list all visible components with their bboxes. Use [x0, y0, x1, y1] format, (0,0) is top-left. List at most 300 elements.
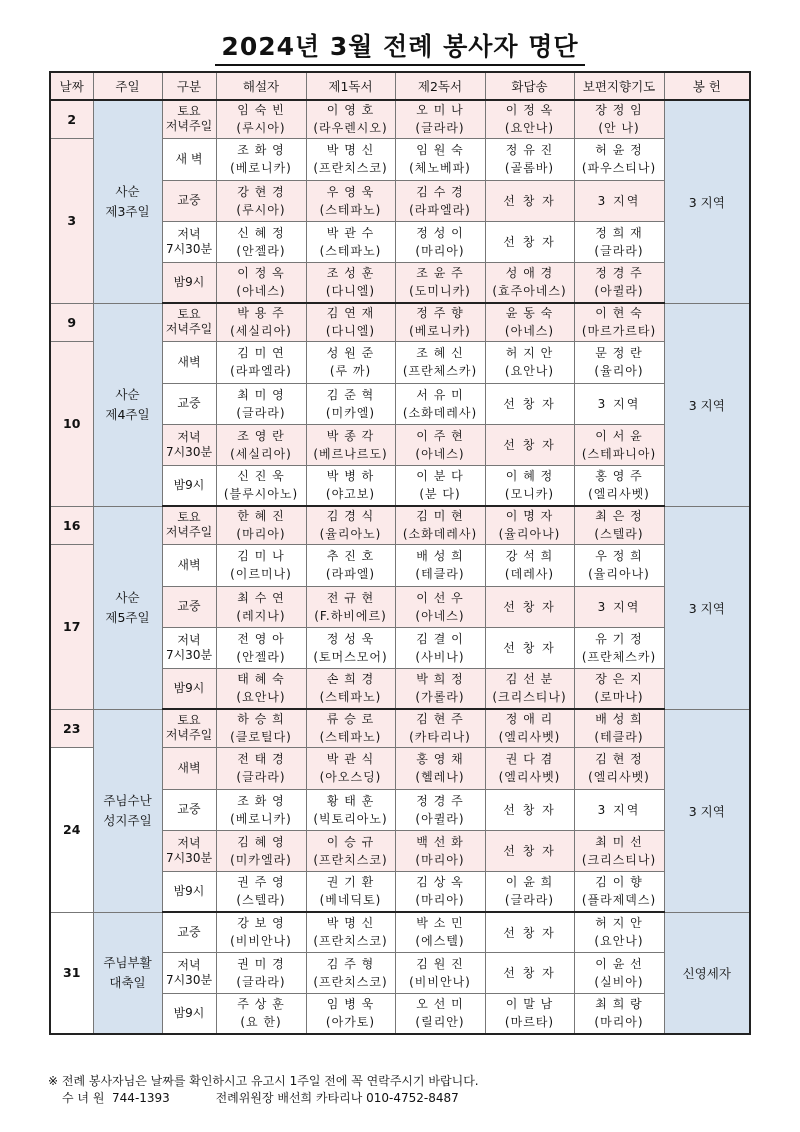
- volunteer-name: 전 영 아: [237, 631, 285, 646]
- volunteer-cell: [485, 262, 574, 303]
- baptismal-name: (플라제덱스): [581, 893, 657, 908]
- volunteer-cell: [216, 180, 306, 221]
- baptismal-name: (글라라): [236, 405, 286, 420]
- volunteer-cell: [395, 830, 485, 871]
- volunteer-cell: [574, 465, 664, 506]
- volunteer-name: 박 관 수: [326, 225, 375, 240]
- volunteer-cell: [485, 747, 574, 789]
- volunteer-name: 주 상 훈: [237, 997, 285, 1012]
- sunday-cell: [93, 506, 162, 709]
- category-label: 새벽: [177, 760, 201, 775]
- category-label: 저녁주일: [165, 322, 213, 337]
- baptismal-name: (빅토리아노): [313, 811, 388, 826]
- baptismal-name: (프란치스코): [313, 852, 388, 867]
- volunteer-name: 조 화 영: [237, 793, 285, 808]
- category-label: 토요: [177, 510, 201, 525]
- baptismal-name: (요 한): [240, 1015, 282, 1030]
- baptismal-name: (크리스티나): [581, 852, 657, 867]
- volunteer-name: 장 정 임: [595, 103, 643, 118]
- volunteer-name: 조 윤 주: [416, 266, 464, 281]
- volunteer-cell: [395, 424, 485, 465]
- baptismal-name: (글라라): [594, 243, 644, 258]
- volunteer-cell: [395, 262, 485, 303]
- baptismal-name: (가롤라): [415, 690, 465, 705]
- volunteer-name: 이 윤 선: [595, 956, 643, 971]
- role-cell: [574, 383, 664, 424]
- volunteer-name: 오 미 나: [416, 103, 464, 118]
- volunteer-name: 이 주 현: [416, 428, 464, 443]
- volunteer-name: 김 미 연: [237, 346, 285, 360]
- volunteer-name: 박 병 하: [326, 469, 375, 484]
- category-label: 토요: [177, 713, 201, 728]
- volunteer-cell: [216, 383, 306, 424]
- offering-cell: 3 지역: [664, 303, 750, 506]
- title-wrap: [0, 32, 800, 66]
- volunteer-cell: [485, 341, 574, 383]
- category-label: 밤9시: [173, 274, 205, 289]
- category-cell: [162, 221, 216, 262]
- volunteer-name: 서 유 미: [416, 387, 464, 402]
- volunteer-cell: [395, 789, 485, 830]
- volunteer-cell: [574, 262, 664, 303]
- category-cell: [162, 383, 216, 424]
- column-header: 날짜: [50, 72, 93, 100]
- category-label: 저녁: [177, 429, 201, 444]
- date-cell: 16: [50, 506, 93, 544]
- baptismal-name: (헬레나): [415, 770, 465, 784]
- volunteer-name: 류 승 로: [326, 712, 375, 727]
- category-cell: [162, 138, 216, 180]
- baptismal-name: (파우스티나): [581, 161, 657, 175]
- baptismal-name: (엘리사벳): [498, 770, 561, 784]
- volunteer-cell: [216, 544, 306, 586]
- volunteer-name: 신 혜 정: [237, 225, 285, 240]
- table-row: [50, 100, 750, 138]
- baptismal-name: (글라라): [415, 121, 465, 136]
- volunteer-cell: [395, 912, 485, 952]
- volunteer-cell: [395, 100, 485, 138]
- baptismal-name: (요안나): [594, 934, 644, 949]
- volunteer-name: 권 주 영: [237, 875, 285, 890]
- volunteer-cell: [306, 709, 395, 747]
- volunteer-name: 배 성 희: [416, 549, 464, 563]
- volunteer-name: 홍 영 채: [416, 752, 464, 766]
- sunday-label: 주님부활: [103, 954, 152, 970]
- volunteer-name: 전 태 경: [237, 752, 285, 766]
- date-cell: 10: [50, 341, 93, 506]
- baptismal-name: (F.하비에르): [314, 608, 387, 623]
- baptismal-name: (엘리사벳): [498, 730, 561, 745]
- volunteer-cell: [306, 952, 395, 993]
- category-cell: [162, 709, 216, 747]
- volunteer-cell: [395, 747, 485, 789]
- volunteer-cell: [395, 138, 485, 180]
- volunteer-cell: [306, 544, 395, 586]
- volunteer-cell: [574, 221, 664, 262]
- baptismal-name: (미카엘라): [230, 852, 292, 867]
- volunteer-name: 조 성 훈: [326, 266, 375, 281]
- volunteer-cell: [574, 506, 664, 544]
- baptismal-name: (이르미나): [230, 567, 292, 581]
- baptismal-name: (엘리사벳): [588, 487, 650, 502]
- volunteer-name: 유 기 정: [595, 631, 643, 646]
- volunteer-cell: [485, 506, 574, 544]
- role-text: 선 창 자: [503, 844, 556, 858]
- volunteer-cell: [306, 465, 395, 506]
- volunteer-name: 성 원 준: [326, 346, 375, 360]
- volunteer-cell: [395, 303, 485, 341]
- volunteer-cell: [306, 138, 395, 180]
- category-cell: [162, 952, 216, 993]
- baptismal-name: (미카엘): [325, 405, 376, 420]
- baptismal-name: (베로니카): [409, 324, 471, 339]
- volunteer-cell: [216, 789, 306, 830]
- volunteer-cell: [395, 544, 485, 586]
- baptismal-name: (글라라): [236, 770, 286, 784]
- volunteer-cell: [306, 627, 395, 668]
- volunteer-cell: [306, 100, 395, 138]
- baptismal-name: (라파엘라): [409, 202, 471, 217]
- role-text: 선 창 자: [503, 925, 556, 940]
- baptismal-name: (스테파노): [319, 690, 382, 705]
- volunteer-cell: [216, 586, 306, 627]
- volunteer-name: 강 현 경: [237, 184, 285, 199]
- baptismal-name: (토머스모어): [313, 649, 388, 664]
- volunteer-name: 신 진 욱: [237, 469, 285, 484]
- volunteer-cell: [574, 830, 664, 871]
- volunteer-cell: [216, 303, 306, 341]
- sunday-label: 제3주일: [105, 203, 150, 219]
- sunday-label: 사순: [115, 386, 140, 402]
- baptismal-name: (안 나): [598, 121, 640, 136]
- date-cell: 24: [50, 747, 93, 912]
- category-label: 교중: [177, 802, 201, 816]
- baptismal-name: (스테파노): [319, 202, 382, 217]
- category-cell: [162, 993, 216, 1034]
- volunteer-name: 김 경 식: [326, 509, 375, 524]
- volunteer-name: 임 원 숙: [416, 143, 464, 157]
- baptismal-name: (아네스): [415, 446, 465, 461]
- volunteer-name: 장 은 지: [595, 672, 643, 687]
- role-cell: [485, 383, 574, 424]
- volunteer-name: 최 수 연: [237, 590, 285, 605]
- baptismal-name: (마리아): [415, 852, 465, 867]
- category-label: 7시30분: [165, 444, 213, 459]
- volunteer-name: 이 말 남: [505, 997, 554, 1012]
- baptismal-name: (아네스): [236, 284, 286, 299]
- baptismal-name: (릴리안): [415, 1015, 465, 1030]
- volunteer-cell: [216, 668, 306, 709]
- volunteer-cell: [216, 262, 306, 303]
- baptismal-name: (베로니카): [230, 811, 292, 826]
- sunday-cell: [93, 100, 162, 303]
- category-label: 토요: [177, 307, 201, 322]
- baptismal-name: (프란체스카): [581, 649, 657, 664]
- volunteer-name: 이 명 자: [505, 509, 554, 524]
- volunteer-cell: [485, 465, 574, 506]
- volunteer-cell: [216, 424, 306, 465]
- volunteer-name: 김 결 이: [416, 631, 464, 646]
- volunteer-cell: [574, 424, 664, 465]
- category-label: 토요: [177, 104, 201, 119]
- baptismal-name: (스테파니아): [581, 446, 657, 461]
- baptismal-name: (글라라): [504, 893, 555, 908]
- volunteer-cell: [216, 341, 306, 383]
- sunday-label: 주님수난: [103, 792, 152, 808]
- volunteer-cell: [306, 180, 395, 221]
- volunteer-cell: [574, 341, 664, 383]
- category-cell: [162, 912, 216, 952]
- baptismal-name: (요안나): [236, 690, 286, 705]
- volunteer-name: 이 혜 정: [505, 469, 554, 484]
- baptismal-name: (마리아): [415, 243, 465, 258]
- volunteer-cell: [306, 506, 395, 544]
- volunteer-name: 추 진 호: [326, 549, 375, 563]
- baptismal-name: (마르가르타): [581, 324, 657, 339]
- sunday-label: 사순: [115, 183, 140, 199]
- category-label: 밤9시: [173, 883, 205, 898]
- volunteer-cell: [306, 789, 395, 830]
- baptismal-name: (테클라): [594, 730, 644, 745]
- volunteer-cell: [306, 668, 395, 709]
- volunteer-name: 허 윤 정: [595, 143, 643, 157]
- volunteer-name: 정 희 재: [595, 225, 643, 240]
- column-header: 해설자: [216, 72, 306, 100]
- volunteer-name: 김 혜 영: [237, 834, 285, 849]
- volunteer-cell: [485, 100, 574, 138]
- baptismal-name: (프란치스코): [313, 161, 388, 175]
- category-cell: [162, 341, 216, 383]
- baptismal-name: (소화데레사): [402, 405, 478, 420]
- header-row: [50, 72, 750, 100]
- offering-cell: 3 지역: [664, 506, 750, 709]
- baptismal-name: (베네딕토): [319, 893, 382, 908]
- volunteer-name: 이 서 윤: [595, 428, 643, 443]
- volunteer-name: 우 정 희: [595, 549, 643, 563]
- volunteer-name: 김 이 향: [595, 875, 643, 890]
- baptismal-name: (스테파노): [319, 243, 382, 258]
- volunteer-name: 이 현 숙: [595, 306, 643, 321]
- volunteer-name: 전 규 현: [326, 590, 375, 605]
- baptismal-name: (실비아): [594, 974, 644, 989]
- category-cell: [162, 465, 216, 506]
- table-row: [50, 303, 750, 341]
- baptismal-name: (글라라): [236, 974, 286, 989]
- volunteer-cell: [216, 100, 306, 138]
- volunteer-cell: [485, 871, 574, 912]
- volunteer-name: 이 영 호: [326, 103, 375, 118]
- column-header: 보편지향기도: [574, 72, 664, 100]
- category-cell: [162, 871, 216, 912]
- volunteer-cell: [485, 668, 574, 709]
- volunteer-name: 조 혜 신: [416, 346, 464, 360]
- role-text: 선 창 자: [503, 235, 556, 249]
- volunteer-name: 박 희 정: [416, 672, 464, 687]
- category-cell: [162, 627, 216, 668]
- volunteer-cell: [306, 383, 395, 424]
- baptismal-name: (아가토): [325, 1015, 376, 1030]
- volunteer-name: 박 명 신: [326, 143, 375, 157]
- role-text: 선 창 자: [503, 803, 556, 817]
- volunteer-cell: [395, 586, 485, 627]
- volunteer-name: 이 윤 희: [505, 875, 554, 890]
- category-cell: [162, 830, 216, 871]
- sunday-label: 제5주일: [105, 609, 150, 625]
- date-cell: 23: [50, 709, 93, 747]
- volunteer-name: 정 성 이: [416, 225, 464, 240]
- baptismal-name: (율리아노): [319, 527, 382, 542]
- category-label: 밤9시: [173, 477, 205, 492]
- volunteer-name: 정 주 향: [416, 306, 464, 321]
- volunteer-name: 이 승 규: [326, 834, 375, 849]
- table-row: [50, 506, 750, 544]
- category-cell: [162, 586, 216, 627]
- volunteer-cell: [574, 747, 664, 789]
- volunteer-name: 최 미 영: [237, 387, 285, 402]
- baptismal-name: (마리아): [236, 527, 286, 542]
- baptismal-name: (세실리아): [230, 324, 292, 339]
- baptismal-name: (소화데레사): [402, 527, 478, 542]
- category-label: 새벽: [177, 557, 201, 572]
- volunteer-name: 김 미 나: [237, 549, 285, 563]
- volunteer-cell: [485, 993, 574, 1034]
- baptismal-name: (야고보): [325, 487, 376, 502]
- volunteer-name: 이 분 다: [416, 469, 464, 484]
- volunteer-name: 김 선 분: [505, 672, 554, 687]
- baptismal-name: (프란체스카): [402, 364, 478, 378]
- volunteer-cell: [395, 952, 485, 993]
- category-label: 저녁: [177, 632, 201, 647]
- baptismal-name: (크리스티나): [492, 690, 567, 705]
- category-cell: [162, 789, 216, 830]
- volunteer-cell: [574, 138, 664, 180]
- volunteer-cell: [574, 993, 664, 1034]
- baptismal-name: (요안나): [504, 364, 555, 378]
- category-label: 교중: [177, 396, 201, 410]
- volunteer-name: 조 영 란: [237, 428, 285, 443]
- baptismal-name: (라파엘라): [230, 364, 292, 378]
- table-row: [50, 912, 750, 952]
- volunteer-cell: [574, 709, 664, 747]
- volunteer-cell: [216, 221, 306, 262]
- volunteer-name: 이 선 우: [416, 590, 464, 605]
- category-label: 저녁: [177, 226, 201, 241]
- role-cell: [485, 952, 574, 993]
- baptismal-name: (루시아): [236, 121, 286, 136]
- volunteer-name: 조 화 영: [237, 143, 285, 157]
- volunteer-name: 김 수 경: [416, 184, 464, 199]
- volunteer-name: 하 승 희: [237, 712, 285, 727]
- volunteer-cell: [395, 465, 485, 506]
- baptismal-name: (마르타): [504, 1015, 555, 1030]
- volunteer-cell: [216, 709, 306, 747]
- volunteer-name: 정 애 리: [505, 712, 554, 727]
- volunteer-cell: [574, 303, 664, 341]
- role-text: 선 창 자: [503, 966, 556, 980]
- volunteer-cell: [306, 993, 395, 1034]
- volunteer-name: 김 상 옥: [416, 875, 464, 890]
- baptismal-name: (로마나): [594, 690, 644, 705]
- volunteer-cell: [395, 709, 485, 747]
- volunteer-name: 허 지 안: [505, 346, 554, 360]
- baptismal-name: (클로틸다): [230, 730, 292, 745]
- volunteer-name: 한 혜 진: [237, 509, 285, 524]
- category-label: 저녁주일: [165, 525, 213, 540]
- role-cell: [485, 180, 574, 221]
- baptismal-name: (사비나): [415, 649, 465, 664]
- volunteer-cell: [306, 221, 395, 262]
- volunteer-name: 임 숙 빈: [237, 103, 285, 118]
- volunteer-name: 박 관 식: [326, 752, 375, 766]
- category-cell: [162, 506, 216, 544]
- volunteer-cell: [306, 341, 395, 383]
- volunteer-name: 임 병 욱: [326, 997, 375, 1012]
- category-label: 밤9시: [173, 1005, 205, 1020]
- sunday-label: 대축일: [109, 974, 146, 990]
- volunteer-cell: [306, 262, 395, 303]
- volunteer-name: 황 태 훈: [326, 793, 375, 808]
- baptismal-name: (율리아나): [498, 527, 561, 542]
- baptismal-name: (분 다): [419, 487, 461, 502]
- volunteer-cell: [574, 100, 664, 138]
- volunteer-name: 허 지 안: [595, 916, 643, 931]
- volunteer-cell: [485, 303, 574, 341]
- volunteer-cell: [395, 668, 485, 709]
- role-text: 선 창 자: [503, 600, 556, 614]
- volunteer-cell: [306, 912, 395, 952]
- category-label: 저녁주일: [165, 119, 213, 134]
- volunteer-name: 박 종 각: [326, 428, 375, 443]
- baptismal-name: (율리아): [594, 364, 644, 378]
- volunteer-name: 이 정 옥: [505, 103, 554, 118]
- volunteer-cell: [216, 871, 306, 912]
- category-label: 저녁주일: [165, 728, 213, 743]
- volunteer-cell: [574, 912, 664, 952]
- category-cell: [162, 100, 216, 138]
- role-text: 3 지역: [597, 803, 641, 817]
- role-text: 3 지역: [597, 194, 641, 208]
- volunteer-name: 윤 동 숙: [505, 306, 554, 321]
- volunteer-name: 손 희 경: [326, 672, 375, 687]
- role-cell: [485, 789, 574, 830]
- volunteer-cell: [216, 506, 306, 544]
- role-text: 3 지역: [597, 397, 641, 411]
- baptismal-name: (요안나): [504, 121, 555, 136]
- baptismal-name: (다니엘): [325, 284, 376, 299]
- baptismal-name: (아오스딩): [319, 770, 382, 784]
- baptismal-name: (베르나르도): [313, 446, 388, 461]
- sunday-label: 사순: [115, 589, 140, 605]
- volunteer-name: 우 영 욱: [326, 184, 375, 199]
- date-cell: 3: [50, 138, 93, 303]
- volunteer-cell: [574, 952, 664, 993]
- baptismal-name: (루 까): [329, 364, 372, 378]
- baptismal-name: (효주아네스): [492, 284, 567, 299]
- baptismal-name: (세실리아): [230, 446, 292, 461]
- role-cell: [485, 424, 574, 465]
- volunteer-name: 홍 영 주: [595, 469, 643, 484]
- volunteer-cell: [395, 506, 485, 544]
- volunteer-cell: [485, 138, 574, 180]
- offering-cell: 3 지역: [664, 100, 750, 303]
- role-cell: [485, 912, 574, 952]
- role-cell: [574, 789, 664, 830]
- volunteer-name: 김 주 형: [326, 956, 375, 971]
- baptismal-name: (아네스): [504, 324, 555, 339]
- baptismal-name: (스텔라): [594, 527, 644, 542]
- volunteer-name: 최 은 정: [595, 509, 643, 524]
- category-cell: [162, 303, 216, 341]
